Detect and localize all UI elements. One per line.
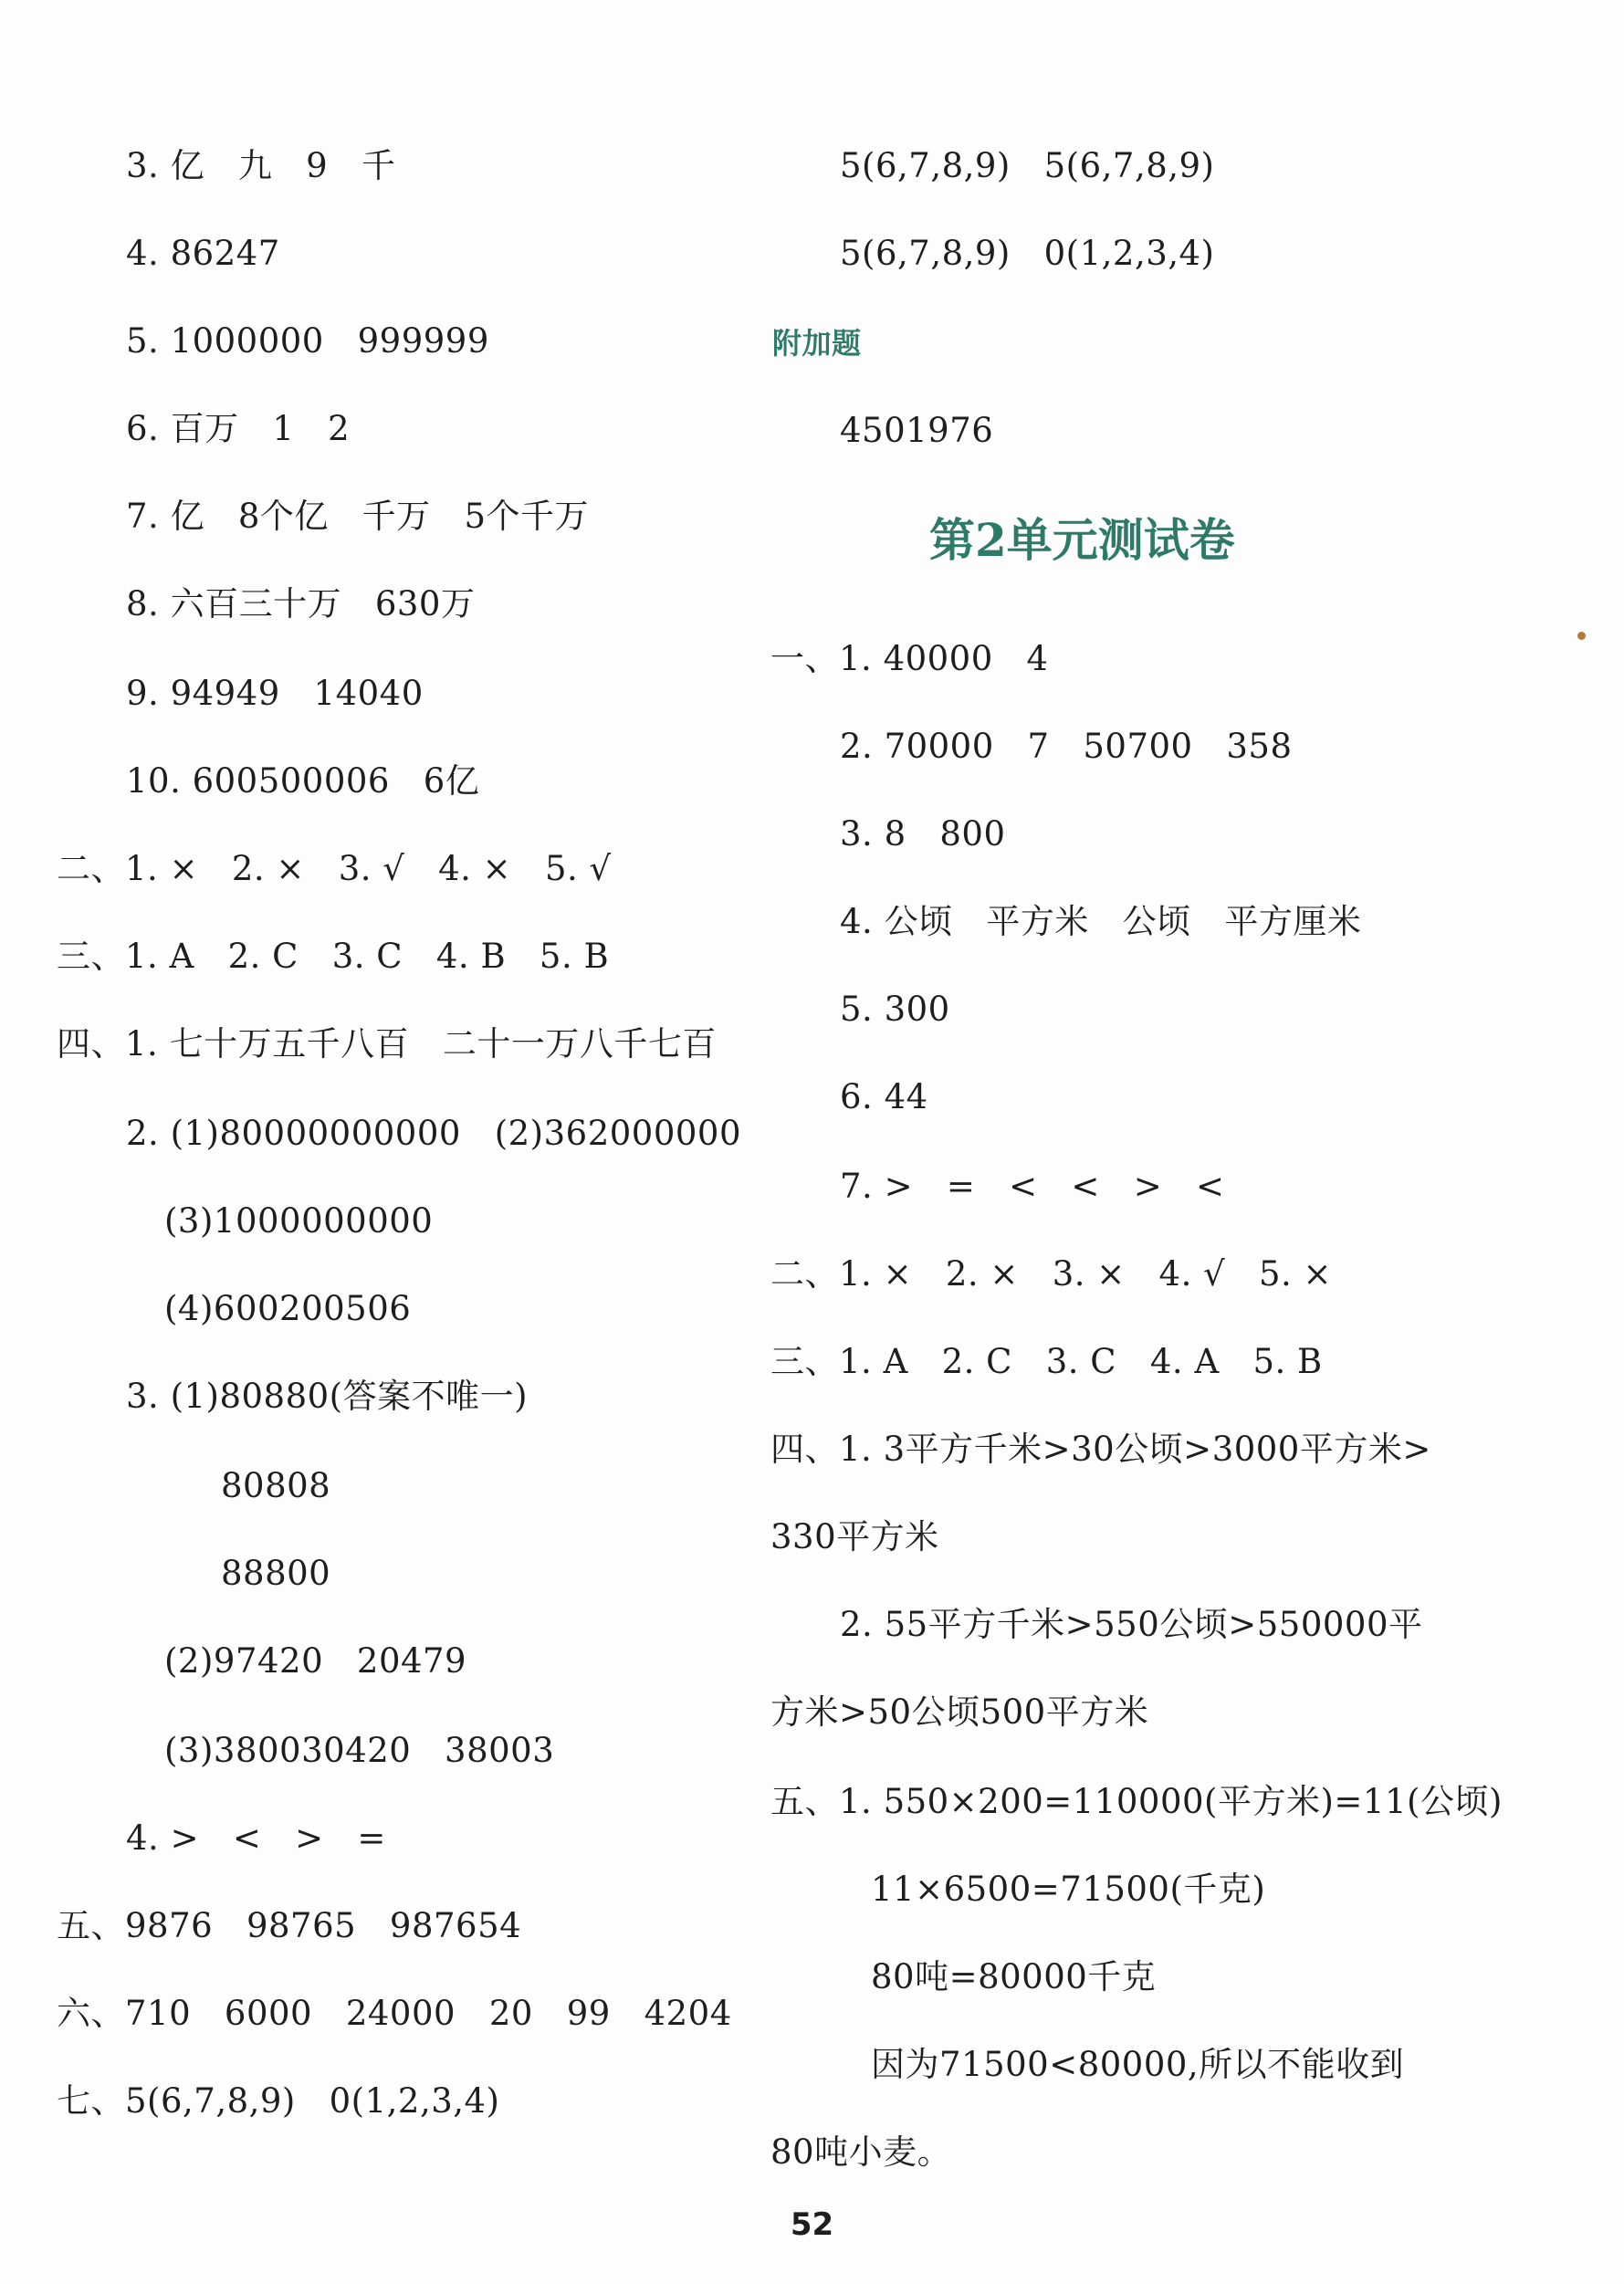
answer-line: 88800 — [221, 1554, 331, 1593]
answer-line: 2. (1)80000000000 (2)362000000 — [126, 1114, 741, 1153]
answer-line: 方米>50公顷500平方米 — [770, 1692, 1149, 1732]
answer-line: 7. 亿 8个亿 千万 5个千万 — [126, 497, 589, 536]
answer-line: 2. 70000 7 50700 358 — [840, 727, 1293, 766]
extra-question-heading: 附加题 — [772, 326, 862, 361]
answer-line: 80吨小麦。 — [770, 2132, 952, 2172]
speck-mark — [1577, 632, 1586, 640]
section-line: 一、1. 40000 4 — [770, 639, 1049, 678]
section-line: 五、9876 98765 987654 — [57, 1906, 522, 1945]
page-number: 52 — [790, 2206, 834, 2243]
section-line: 二、1. × 2. × 3. × 4. √ 5. × — [770, 1254, 1333, 1294]
answer-line: 7. > = < < > < — [840, 1167, 1225, 1206]
answer-line: (3)380030420 38003 — [164, 1731, 555, 1770]
answer-line: (3)1000000000 — [164, 1201, 434, 1241]
answer-line: 10. 600500006 6亿 — [126, 761, 480, 801]
extra-question-answer: 4501976 — [840, 411, 994, 450]
answer-line: 6. 44 — [840, 1077, 928, 1116]
section-line: 四、1. 3平方千米>30公顷>3000平方米> — [770, 1430, 1431, 1469]
answer-line: 5. 300 — [840, 990, 950, 1029]
section-line: 二、1. × 2. × 3. √ 4. × 5. √ — [57, 849, 612, 888]
answer-line: 2. 55平方千米>550公顷>550000平 — [840, 1605, 1423, 1644]
answer-line: 9. 94949 14040 — [126, 674, 424, 713]
answer-line: 3. 8 800 — [840, 814, 1006, 854]
section-line: 六、710 6000 24000 20 99 4204 — [57, 1994, 732, 2033]
section-line: 三、1. A 2. C 3. C 4. A 5. B — [770, 1342, 1323, 1381]
answer-line: 6. 百万 1 2 — [126, 409, 351, 448]
answer-line: 4. 86247 — [126, 234, 280, 273]
answer-line: 11×6500=71500(千克) — [871, 1870, 1266, 1909]
answer-line: 5. 1000000 999999 — [126, 321, 489, 361]
answer-line: 因为71500<80000,所以不能收到 — [871, 2045, 1405, 2084]
answer-line: 3. 亿 九 9 千 — [126, 146, 396, 185]
answer-line: 4. 公顷 平方米 公顷 平方厘米 — [840, 902, 1362, 941]
answer-line: 80吨=80000千克 — [871, 1957, 1157, 1996]
section-line: 三、1. A 2. C 3. C 4. B 5. B — [57, 937, 610, 976]
answer-line: 80808 — [221, 1466, 331, 1505]
answer-line: 5(6,7,8,9) 5(6,7,8,9) — [840, 146, 1215, 185]
answer-line: 8. 六百三十万 630万 — [126, 584, 476, 623]
unit-test-title: 第2单元测试卷 — [929, 513, 1235, 567]
section-line: 五、1. 550×200=110000(平方米)=11(公顷) — [770, 1782, 1503, 1821]
answer-line: (2)97420 20479 — [164, 1641, 467, 1681]
answer-line: 3. (1)80880(答案不唯一) — [126, 1377, 529, 1416]
answer-line: 330平方米 — [770, 1517, 939, 1556]
section-line: 七、5(6,7,8,9) 0(1,2,3,4) — [57, 2081, 500, 2121]
answer-line: (4)600200506 — [164, 1289, 412, 1328]
answer-line: 4. > < > = — [126, 1818, 386, 1858]
answer-line: 5(6,7,8,9) 0(1,2,3,4) — [840, 234, 1215, 273]
section-line: 四、1. 七十万五千八百 二十一万八千七百 — [57, 1024, 717, 1063]
